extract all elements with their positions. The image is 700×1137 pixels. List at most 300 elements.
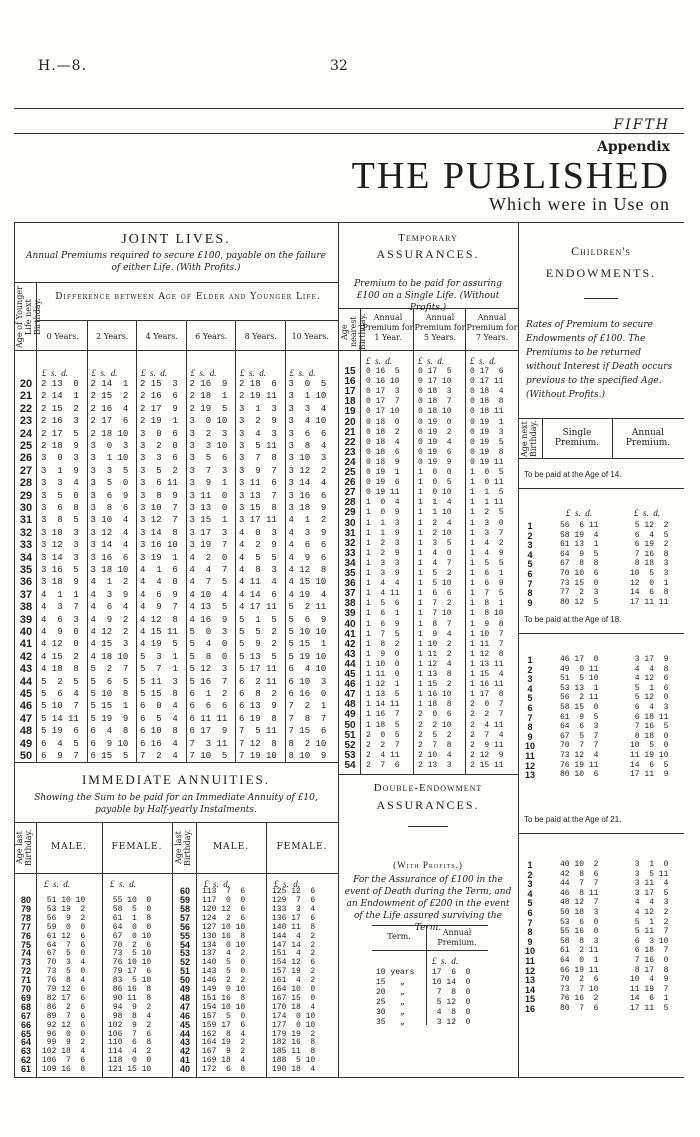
temporary-lsd: £ s. d. [366,356,393,366]
double-premium: 4 8 0 [432,1008,471,1017]
imm-female-left: 98 8 4 [108,1011,152,1021]
joint-age: 39 [19,613,33,626]
joint-cell: 6 5 4 [140,713,178,724]
temporary-age-col-label: Age nearest Birthday. [340,313,367,351]
joint-cell: 5 14 11 [41,713,79,724]
joint-age: 42 [19,650,33,663]
imm-age-left: 76 [20,930,31,941]
temporary-age: 19 [344,406,356,418]
temporary-cell: 0 17 6 [470,367,504,376]
imm-male-left: 109 16 8 [42,1065,86,1075]
joint-cell: 6 16 4 [140,738,178,749]
temporary-cell: 2 15 11 [470,760,504,770]
children-single: 64 0 1 [560,956,599,965]
temporary-cell: 2 5 2 [418,730,452,740]
imm-female-right: 144 4 2 [272,931,316,941]
children-annual: 6 4 5 [630,530,669,540]
joint-age: 44 [19,675,33,688]
temporary-cell: 2 7 4 [470,730,504,740]
imm-female-right: 185 11 8 [272,1047,316,1057]
children-annual: 10 5 3 [630,569,669,578]
imm-age-left: 77 [20,921,31,932]
joint-cell: 3 5 2 [140,465,178,476]
page-header [0,58,700,78]
joint-lsd: £ s. d. [141,368,168,378]
joint-cell: 3 18 9 [288,503,327,513]
children-annual: 3 11 4 [630,879,669,889]
joint-cell: 2 13 0 [41,379,79,389]
joint-age: 49 [19,737,33,750]
imm-female-left: 90 11 8 [108,993,152,1003]
children-single: 46 8 11 [560,888,599,898]
imm-male-right: 127 10 10 [202,922,246,932]
joint-cell: 3 2 0 [140,441,178,451]
imm-female-left: 102 9 2 [108,1020,152,1030]
imm-age-right: 41 [179,1055,190,1066]
joint-cell: 2 17 9 [140,403,178,414]
children-age: 1 [527,860,533,870]
joint-cell: 3 7 8 [239,453,277,464]
temporary-col-divider [413,308,414,774]
joint-cell: 3 13 7 [239,490,277,501]
temporary-cell: 1 11 7 [470,639,504,649]
children-single: 61 9 5 [560,712,599,722]
top-rule [14,108,684,109]
children-age: 3 [527,674,533,685]
joint-cell: 3 0 3 [90,441,129,451]
joint-lsd: £ s. d. [240,368,267,378]
joint-cell: 6 13 9 [239,701,277,712]
children-annual: 4 4 8 [630,664,669,674]
imm-male-left: 102 18 4 [42,1047,86,1057]
imm-female-right: 129 7 6 [272,896,316,905]
double-premium: 7 8 0 [432,988,471,997]
joint-cell: 3 11 6 [239,478,277,489]
table-top-rule [14,222,684,223]
imm-male-right: 172 6 8 [202,1065,246,1075]
children-annual: 7 16 0 [630,956,669,965]
temporary-cell: 1 5 5 [470,558,504,568]
temporary-cell: 1 0 10 [418,488,452,498]
children-annual: 14 6 8 [630,588,669,598]
joint-cell: 5 8 0 [189,651,228,662]
imm-female-right: 125 12 6 [272,887,316,897]
temporary-cell: 1 6 1 [366,609,400,619]
children-annual: 3 5 11 [630,869,669,879]
children-annual: 8 17 8 [630,965,669,975]
children-annual: 6 19 2 [630,540,669,550]
double-endowment-title-2: ASSURANCES. [376,798,480,812]
imm-male-left: 89 7 6 [42,1011,86,1021]
joint-lives-title: JOINT LIVES. [121,232,231,247]
children-single: 48 12 7 [560,898,599,908]
children-age: 11 [525,956,535,966]
joint-cell: 4 11 4 [239,577,277,588]
imm-male-right: 164 19 2 [202,1038,246,1048]
children-single: 56 2 11 [560,693,599,703]
joint-cell: 3 10 3 [288,453,327,464]
children-annual: 4 12 6 [630,674,669,684]
joint-cell: 3 1 9 [41,465,79,476]
children-annual: 5 11 7 [630,927,669,937]
temporary-cell: 1 0 11 [470,478,504,488]
children-age: 5 [527,898,533,909]
imm-age-left: 64 [20,1037,31,1048]
joint-cell: 5 19 10 [288,651,327,662]
joint-cell: 3 18 9 [41,577,79,588]
joint-cell: 6 10 3 [288,676,327,687]
joint-age: 28 [19,477,33,490]
temporary-age: 52 [344,739,356,751]
joint-cell: 2 15 2 [41,403,79,414]
imm-female-right: 151 4 2 [272,949,316,959]
children-title-1: Children's [571,244,631,258]
imm-male-left: 70 3 4 [42,958,86,968]
temporary-cell: 1 7 10 [418,609,452,619]
imm-age-left: 72 [20,966,31,977]
page-reference: H.—8. [38,58,88,74]
temporary-cell: 1 0 4 [366,498,400,508]
imm-male-right: 146 2 2 [202,976,246,986]
temporary-cell: 1 10 2 [418,639,452,649]
imm-male-right: 143 5 0 [202,967,246,977]
children-single: 51 5 10 [560,674,599,684]
joint-cell: 6 4 10 [288,664,327,675]
temporary-cell: 0 18 0 [366,417,400,427]
temporary-cell: 1 3 5 [418,538,452,548]
children-age: 6 [527,569,533,579]
joint-cell: 5 6 9 [288,614,327,625]
children-single: 61 2 11 [560,946,599,956]
joint-cell: 4 0 3 [239,527,277,538]
temporary-cell: 0 18 8 [470,397,504,407]
imm-age-left: 65 [20,1028,31,1039]
joint-cell: 6 10 8 [140,726,178,737]
imm-age-left: 61 [20,1064,31,1075]
temporary-age: 22 [344,436,356,448]
imm-female-right: 182 16 8 [272,1038,316,1048]
temporary-title-1: Temporary [398,232,458,244]
imm-female-right: 140 11 8 [272,922,316,932]
temporary-cell: 1 12 4 [418,659,452,669]
joint-cell: 3 4 10 [288,416,327,427]
joint-cell: 3 10 4 [90,515,129,526]
temporary-cell: 0 19 11 [366,488,400,498]
imm-lsd: £ s. d. [44,879,71,889]
joint-cell: 3 1 10 [288,391,327,402]
temporary-age: 42 [344,638,356,650]
children-single: 40 10 2 [560,860,599,869]
temporary-cell: 1 6 1 [470,569,504,578]
joint-cell: 4 12 8 [288,565,327,575]
temporary-cell: 1 16 11 [470,680,504,690]
temporary-note: Premium to be paid for assuring £100 on a Single Life. (Without Profits.) [354,279,502,313]
temporary-cell: 2 10 4 [418,750,452,760]
joint-cell: 2 14 1 [90,379,129,389]
joint-cell: 5 1 5 [239,614,277,625]
joint-age: 29 [19,489,33,502]
imm-female-left: 83 5 10 [108,976,152,986]
children-annual: 10 4 9 [630,975,669,985]
children-age: 10 [524,741,535,752]
double-premium: 5 12 0 [432,998,471,1007]
joint-col-divider [285,320,286,762]
children-annual-head: Annual Premium. [625,428,671,448]
temporary-age: 30 [344,517,356,529]
imm-age-right: 44 [179,1028,190,1039]
joint-col-head: 8 Years. [244,332,277,341]
temporary-age: 29 [344,507,356,519]
imm-age-left: 71 [20,975,31,986]
joint-cell: 5 2 11 [288,602,327,613]
joint-cell: 2 18 6 [239,379,277,389]
temporary-age: 47 [344,689,356,701]
imm-age-left: 62 [20,1055,31,1066]
children-single: 64 9 5 [560,549,599,559]
imm-male-left: 73 5 0 [42,967,86,977]
temporary-cell: 1 4 7 [418,558,452,568]
children-age: 3 [527,879,533,890]
imm-female-right: 190 18 4 [272,1065,316,1075]
joint-cell: 3 17 11 [239,515,277,526]
children-single: 53 13 1 [560,683,599,693]
temporary-cell: 1 4 9 [470,548,504,558]
imm-male-left: 59 0 0 [42,922,86,932]
temporary-cell: 1 1 4 [418,498,452,508]
joint-cell: 7 2 4 [140,751,178,761]
joint-cell: 3 0 5 [288,379,327,389]
joint-cell: 5 12 3 [189,664,228,675]
children-single: 53 6 0 [560,917,599,927]
children-age: 11 [525,751,535,761]
joint-cell: 3 0 10 [189,416,228,427]
temporary-cell: 1 2 4 [418,518,452,528]
joint-cell: 4 14 6 [239,589,277,600]
joint-age: 32 [19,526,33,539]
children-single: 73 7 10 [560,984,599,994]
joint-cell: 4 15 2 [41,651,79,662]
temporary-cell: 1 5 2 [418,569,452,578]
imm-male-left: 106 7 6 [42,1056,86,1066]
temporary-cell: 1 15 2 [418,680,452,690]
children-age: 8 [527,588,533,599]
temporary-cell: 0 19 0 [418,417,452,427]
imm-age-left: 75 [20,939,31,950]
children-annual: 11 19 10 [630,751,669,760]
temporary-cell: 1 13 11 [470,659,504,669]
joint-cell: 6 4 5 [41,738,79,749]
temporary-cell: 2 2 10 [418,720,452,730]
joint-cell: 3 1 3 [239,403,277,414]
children-single: 44 7 7 [560,879,599,889]
temporary-age: 15 [344,366,356,377]
children-age: 1 [527,521,533,531]
children-annual: 4 4 3 [630,898,669,908]
joint-age: 20 [19,378,33,390]
temporary-cell: 1 1 5 [470,488,504,498]
temporary-cell: 1 4 11 [366,589,400,599]
joint-cell: 3 5 0 [90,478,129,489]
children-single-head: Single Premium. [554,428,600,448]
temporary-cell: 1 13 5 [366,690,400,700]
children-single: 73 15 0 [560,578,599,588]
children-group-label: To be paid at the Age of 21. [524,815,622,824]
temporary-cell: 2 9 11 [470,740,504,750]
imm-age-left: 80 [20,895,31,905]
joint-cell: 5 10 7 [41,701,79,712]
joint-cell: 3 0 6 [140,428,178,439]
temporary-cell: 0 18 3 [418,387,452,397]
temporary-cell: 1 9 0 [366,649,400,659]
children-annual: 3 17 5 [630,888,669,898]
temporary-cell: 0 19 1 [470,417,504,427]
immediate-annuities-title: IMMEDIATE ANNUITIES. [81,772,271,787]
imm-male-left: 79 12 6 [42,985,86,994]
children-single: 76 16 2 [560,994,599,1004]
children-group-rule [518,833,684,834]
children-annual: 5 12 0 [630,693,669,703]
children-age: 9 [527,936,533,947]
imm-male-right: 120 12 6 [202,904,246,914]
imm-male-left: 53 19 2 [42,904,86,914]
imm-male-right: 130 16 8 [202,931,246,941]
joint-cell: 4 9 6 [288,552,327,563]
joint-cell: 3 7 3 [189,465,228,476]
joint-cell: 2 19 5 [189,403,228,414]
joint-cell: 5 3 1 [140,651,178,662]
children-single: 58 8 3 [560,936,599,946]
joint-age: 34 [19,551,33,564]
children-annual: 5 12 2 [630,521,669,530]
children-single: 58 15 0 [560,703,599,712]
children-single: 50 18 3 [560,908,599,917]
joint-cell: 4 9 2 [90,614,129,625]
joint-cell: 6 2 11 [239,676,277,687]
temporary-age: 50 [344,719,356,731]
children-annual: 4 12 2 [630,908,669,917]
joint-cell: 4 16 9 [189,614,228,625]
joint-cell: 5 17 11 [239,664,277,675]
joint-cell: 4 1 2 [288,515,327,526]
imm-female-left: 58 5 0 [108,904,152,914]
temporary-age: 16 [344,376,356,388]
imm-male-left: 82 17 6 [42,993,86,1003]
temporary-cell: 1 16 7 [366,710,400,720]
temporary-cell: 2 12 9 [470,750,504,760]
joint-cell: 4 18 8 [41,664,79,675]
children-age: 9 [527,597,533,608]
joint-cell: 3 9 1 [189,478,228,489]
temporary-cell: 0 18 4 [366,437,400,447]
joint-cell: 2 18 10 [90,428,129,439]
joint-col-head: 0 Years. [46,332,79,341]
imm-male-left: 61 12 6 [42,931,86,941]
children-group-label: To be paid at the Age of 14. [524,470,622,479]
double-term: 30 „ [376,1008,405,1017]
joint-cell: 3 6 9 [90,490,129,501]
temporary-cell: 0 18 4 [470,387,504,397]
imm-age-left: 74 [20,948,31,959]
temporary-cell: 1 9 4 [418,629,452,639]
imm-female-left: 114 4 2 [108,1047,152,1057]
imm-male-right: 117 0 0 [202,896,246,905]
joint-cell: 3 14 4 [288,478,327,489]
imm-age-left: 79 [20,903,31,914]
double-endowment-note: For the Assurance of £100 in the event of Death during the Term, and an Endowment of £200 in the event of the Life assured surviving the Term. [344,875,512,933]
children-single: 46 17 0 [560,655,599,664]
temporary-age: 37 [344,588,356,600]
children-age: 8 [527,722,533,733]
temporary-age: 44 [344,658,356,670]
double-term: 20 „ [376,988,405,997]
temporary-cell: 1 1 11 [470,498,504,508]
temporary-age: 40 [344,618,356,630]
temporary-cell: 1 11 0 [366,670,400,679]
temporary-age: 33 [344,547,356,559]
joint-cell: 8 10 9 [288,751,327,761]
joint-cell: 2 18 9 [41,441,79,451]
temporary-age: 24 [344,456,356,468]
table-bottom-rule [14,1077,684,1078]
imm-male-head-right: MALE. [212,842,250,852]
imm-female-right: 177 0 10 [272,1020,316,1030]
joint-col-divider [235,320,236,762]
joint-cell: 3 14 4 [90,540,129,551]
temporary-cell: 1 3 0 [470,518,504,528]
joint-age: 22 [19,402,33,415]
joint-cell: 5 19 6 [41,726,79,737]
temporary-cell: 1 7 2 [418,599,452,609]
joint-lives-note: Annual Premiums required to secure £100, payable on the failure of either Life. (With Profits.) [26,251,326,273]
temporary-cell: 1 10 0 [366,659,400,669]
joint-cell: 3 5 6 [189,453,228,464]
temporary-cell: 1 6 9 [470,579,504,589]
joint-cell: 4 3 9 [90,589,129,600]
joint-cell: 6 11 11 [189,713,228,724]
imm-female-right: 164 10 0 [272,985,316,994]
joint-cell: 4 6 6 [288,540,327,551]
immediate-age-label-left: Age last Birthday. [15,829,33,867]
temporary-cell: 1 6 6 [418,589,452,599]
temporary-cell: 1 3 3 [366,558,400,568]
temporary-age: 32 [344,537,356,549]
children-age: 3 [527,540,533,551]
temporary-age: 21 [344,426,356,438]
joint-age: 46 [19,700,33,713]
children-age: 14 [524,984,535,995]
joint-cell: 3 8 4 [288,441,327,451]
joint-cell: 3 12 2 [288,465,327,476]
temporary-cell: 0 19 2 [418,427,452,437]
joint-cell: 2 17 5 [41,428,79,439]
temporary-age: 41 [344,628,356,640]
imm-female-left: 76 10 10 [108,958,152,968]
imm-age-right: 50 [179,975,190,986]
temporary-cell: 1 3 9 [366,569,400,578]
children-age: 13 [524,975,535,986]
joint-cell: 3 9 7 [239,465,277,476]
children-single: 77 2 3 [560,588,599,598]
joint-cell: 3 8 9 [140,490,178,501]
children-group-rule [518,633,684,634]
temporary-cell: 1 6 9 [366,619,400,629]
joint-cell: 5 9 2 [239,639,277,650]
joint-cell: 5 7 1 [140,664,178,675]
joint-age: 38 [19,601,33,614]
imm-male-right: 140 5 0 [202,958,246,968]
joint-cell: 3 4 3 [239,428,277,439]
temporary-cell: 1 13 8 [418,670,452,679]
